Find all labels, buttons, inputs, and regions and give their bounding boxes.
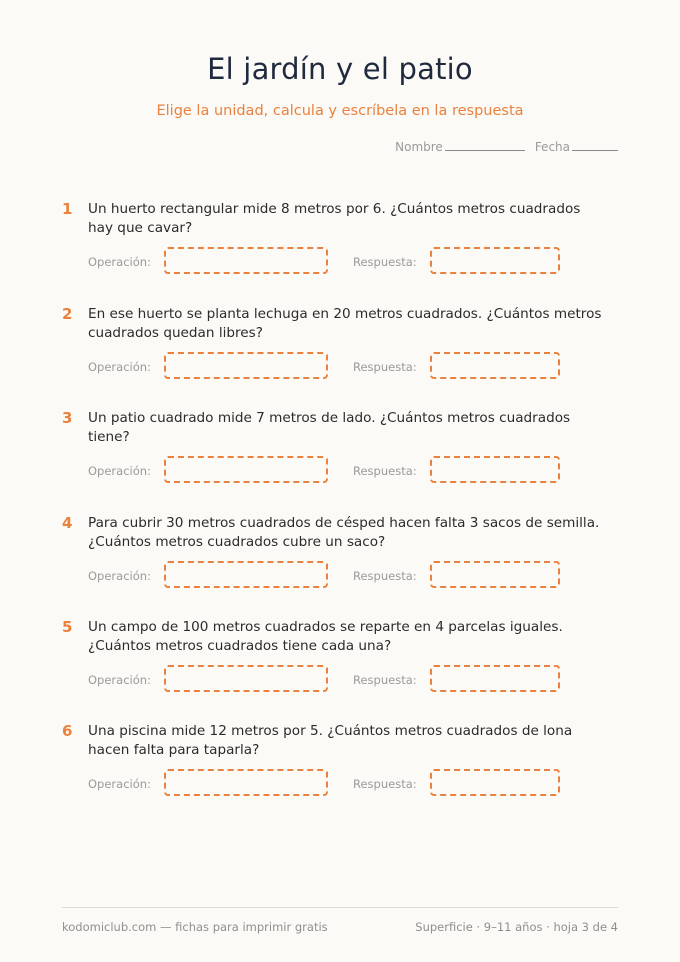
operation-box[interactable] [164, 769, 328, 796]
question-number: 3 [62, 409, 73, 427]
answer-box[interactable] [430, 769, 560, 796]
operation-box[interactable] [164, 352, 328, 379]
question-text: En ese huerto se planta lechuga en 20 metros cuadrados. ¿Cuántos metros cuadrados quedan libres? [88, 306, 602, 341]
date-label: Fecha [534, 140, 570, 154]
operation-label: Operación: [88, 255, 151, 269]
answer-label: Respuesta: [353, 255, 417, 269]
answer-row [88, 352, 622, 380]
answer-row [88, 456, 622, 484]
name-label: Nombre [395, 140, 443, 154]
operation-box[interactable] [164, 247, 328, 274]
answer-row [88, 561, 622, 589]
footer-site-text: kodomiclub.com — fichas para imprimir gratis [62, 920, 328, 934]
answer-label: Respuesta: [353, 464, 417, 478]
name-date-fields [395, 139, 618, 154]
answer-box[interactable] [430, 665, 560, 692]
operation-label: Operación: [88, 464, 151, 478]
question-text: Una piscina mide 12 metros por 5. ¿Cuántos metros cuadrados de lona hacen falta para taparla? [88, 723, 573, 758]
answer-box[interactable] [430, 247, 560, 274]
answer-label: Respuesta: [353, 569, 417, 583]
page-subtitle: Elige la unidad, calcula y escríbela en la respuesta [156, 103, 524, 119]
operation-box[interactable] [164, 665, 328, 692]
answer-box[interactable] [430, 352, 560, 379]
answer-label: Respuesta: [353, 673, 417, 687]
date-line [572, 139, 618, 151]
question-number: 6 [62, 722, 73, 740]
answer-row [88, 665, 622, 693]
answer-row [88, 769, 622, 797]
operation-box[interactable] [164, 456, 328, 483]
page-title: El jardín y el patio [207, 52, 473, 86]
operation-box[interactable] [164, 561, 328, 588]
question-number: 5 [62, 618, 73, 636]
answer-label: Respuesta: [353, 777, 417, 791]
date-field[interactable] [535, 139, 618, 154]
name-line [445, 139, 525, 151]
question-number: 2 [62, 305, 73, 323]
answer-box[interactable] [430, 456, 560, 483]
answer-row [88, 247, 622, 275]
question-text: Un patio cuadrado mide 7 metros de lado. ¿Cuántos metros cuadrados tiene? [88, 410, 571, 445]
question-number: 1 [62, 200, 73, 218]
question-text: Un campo de 100 metros cuadrados se reparte en 4 parcelas iguales. ¿Cuántos metros cuadrados tiene cada una? [88, 619, 563, 654]
question-text: Un huerto rectangular mide 8 metros por 6. ¿Cuántos metros cuadrados hay que cavar? [88, 201, 581, 236]
question-text: Para cubrir 30 metros cuadrados de césped hacen falta 3 sacos de semilla. ¿Cuántos metros cuadrados cubre un saco? [88, 515, 600, 550]
footer-sheet-info: Superficie · 9–11 años · hoja 3 de 4 [415, 920, 618, 934]
operation-label: Operación: [88, 673, 151, 687]
operation-label: Operación: [88, 360, 151, 374]
answer-box[interactable] [430, 561, 560, 588]
answer-label: Respuesta: [353, 360, 417, 374]
operation-label: Operación: [88, 777, 151, 791]
footer-divider [62, 907, 618, 908]
name-field[interactable] [395, 139, 525, 154]
operation-label: Operación: [88, 569, 151, 583]
question-number: 4 [62, 514, 73, 532]
